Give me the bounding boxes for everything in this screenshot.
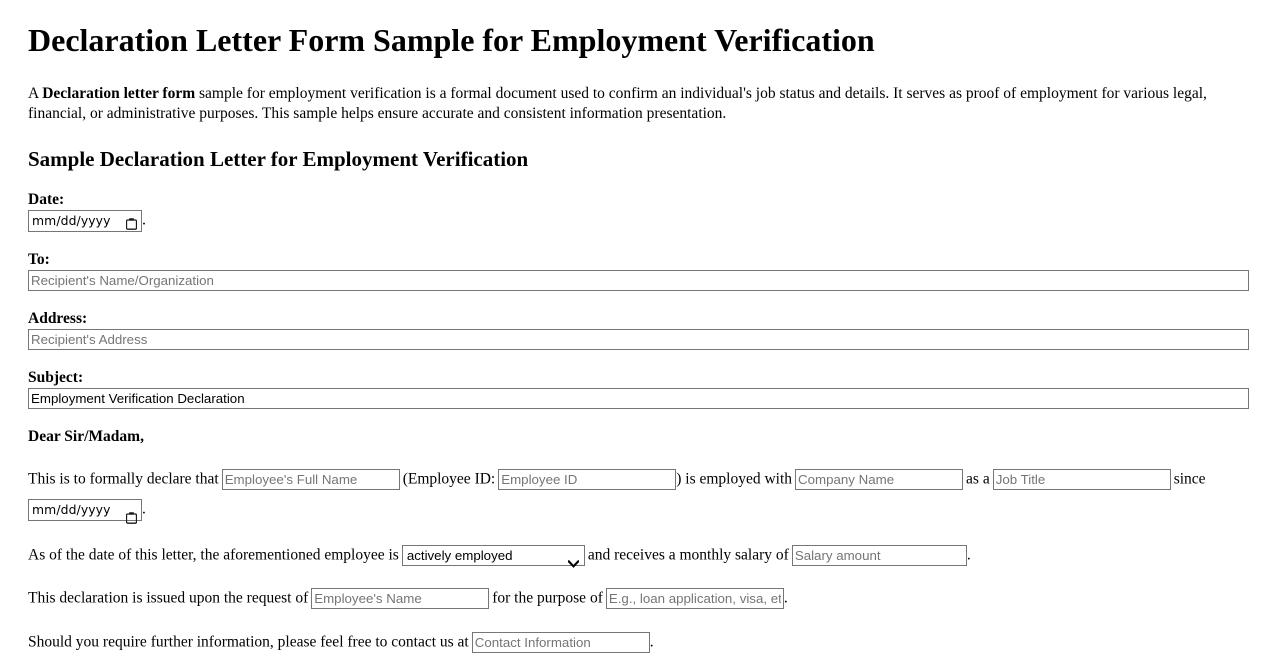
declaration-text-6: . xyxy=(142,500,146,518)
salary-amount-input[interactable] xyxy=(792,545,967,566)
to-label: To: xyxy=(28,250,50,268)
job-title-input[interactable] xyxy=(993,469,1171,490)
status-text-2: and receives a monthly salary of xyxy=(587,546,789,564)
recipient-address-input[interactable] xyxy=(28,329,1249,350)
calendar-icon[interactable] xyxy=(126,215,137,227)
status-text-1: As of the date of this letter, the aforementioned employee is xyxy=(28,546,399,564)
subject-label: Subject: xyxy=(28,368,84,386)
recipient-name-input[interactable] xyxy=(28,270,1249,291)
status-text-3: . xyxy=(966,546,971,564)
request-text-3: . xyxy=(783,589,788,607)
page-title: Declaration Letter Form Sample for Employment Verification xyxy=(28,22,875,58)
declaration-text-3: ) is employed with xyxy=(676,470,793,488)
intro-bold-term: Declaration letter form xyxy=(42,84,196,102)
request-line xyxy=(28,585,1250,611)
intro-rest: sample for employment verification is a formal document used to confirm an individual's job status and details. It serves as proof of employment for various legal, financial, or administrative purposes. This sample helps ensure accurate and consistent information presentation. xyxy=(28,84,1207,122)
subject-input[interactable] xyxy=(28,388,1249,409)
intro-prefix: A xyxy=(28,84,43,102)
declaration-text-1: This is to formally declare that xyxy=(28,470,219,488)
request-text-2: for the purpose of xyxy=(492,589,603,607)
contact-line xyxy=(28,629,1250,655)
request-text-1: This declaration is issued upon the request of xyxy=(28,589,309,607)
employment-status-select[interactable] xyxy=(402,545,585,566)
section-heading: Sample Declaration Letter for Employment Verification xyxy=(28,146,529,171)
intro-paragraph xyxy=(28,84,1250,124)
contact-text-2: . xyxy=(649,633,654,651)
address-label: Address: xyxy=(28,309,88,327)
employee-id-input[interactable] xyxy=(498,469,676,490)
date-input-display: mm/dd/yyyy xyxy=(32,213,111,229)
calendar-icon[interactable] xyxy=(126,504,137,516)
salutation: Dear Sir/Madam, xyxy=(28,427,144,445)
declaration-text-2: (Employee ID: xyxy=(402,470,496,488)
purpose-input[interactable] xyxy=(606,588,784,609)
declaration-text-4: as a xyxy=(966,470,990,488)
start-date-display: mm/dd/yyyy xyxy=(32,501,111,517)
status-line xyxy=(28,542,1250,568)
employee-full-name-input[interactable] xyxy=(222,469,400,490)
declaration-line xyxy=(28,464,1250,525)
contact-text-1: Should you require further information, please feel free to contact us at xyxy=(28,633,469,651)
date-input[interactable] xyxy=(28,210,142,232)
start-date-input[interactable] xyxy=(28,499,142,521)
requester-name-input[interactable] xyxy=(311,588,489,609)
date-label: Date: xyxy=(28,190,65,208)
declaration-text-5: since xyxy=(1173,470,1206,488)
company-name-input[interactable] xyxy=(795,469,963,490)
employment-status-select-wrap[interactable] xyxy=(402,542,585,568)
date-trailing-text: . xyxy=(142,211,146,229)
